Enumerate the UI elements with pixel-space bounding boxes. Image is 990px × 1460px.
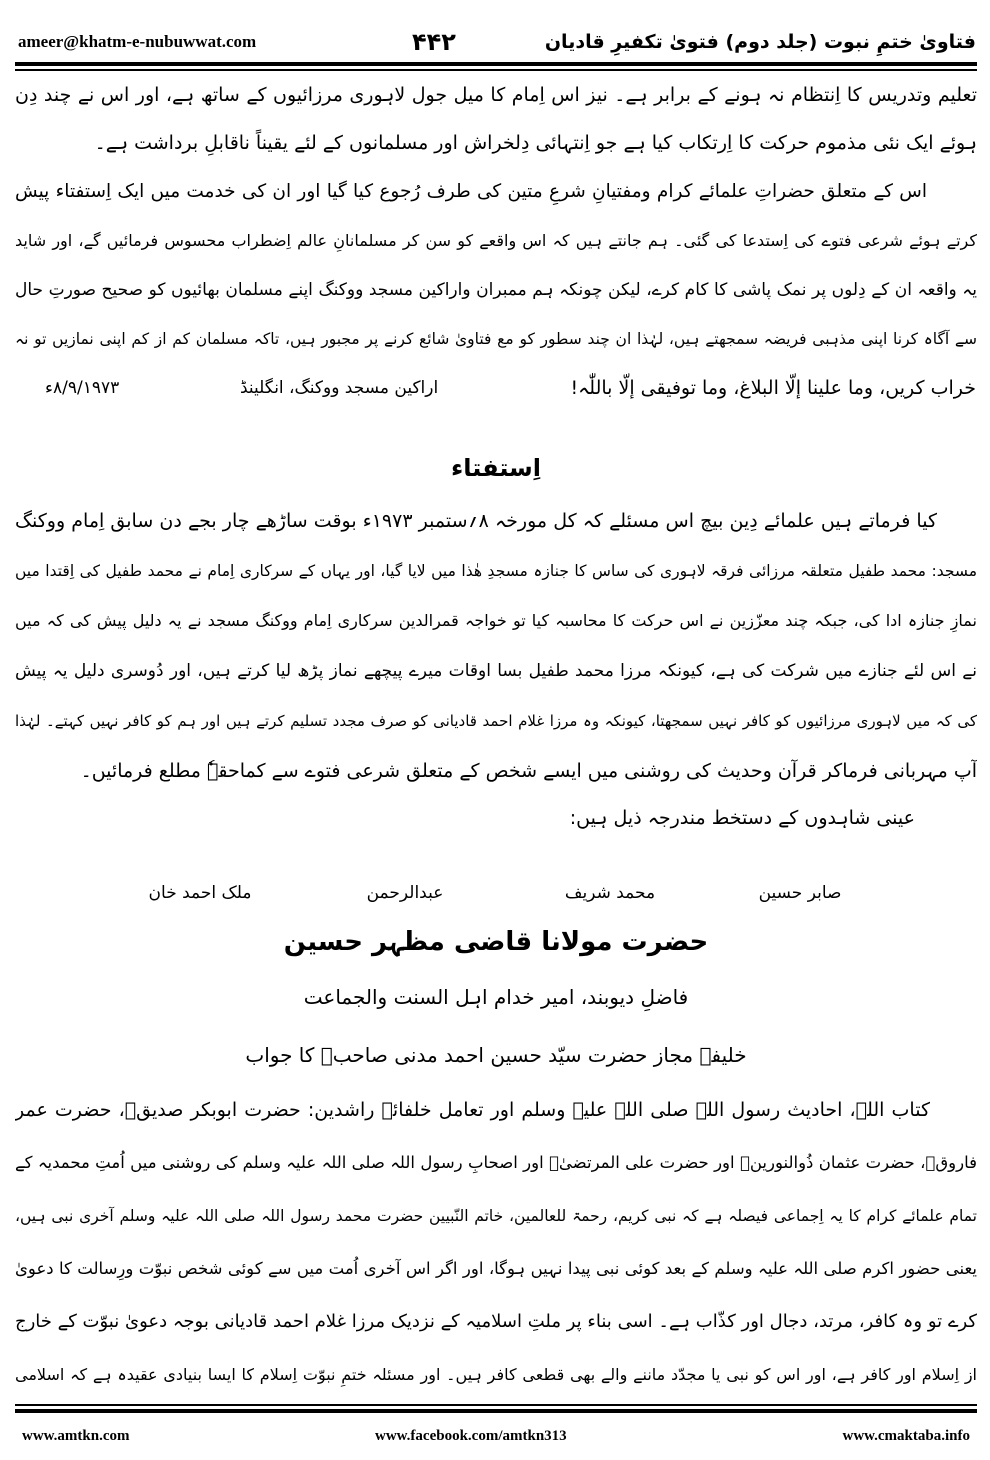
intro-line: ہوئے ایک نئی مذموم حرکت کا اِرتکاب کیا ہے جو اِنتہائی دِلخراش اور مسلمانوں کے لئے یقیناً ناقابلِ برداشت ہے۔ bbox=[94, 132, 977, 154]
footer-rule-thin bbox=[15, 1404, 977, 1406]
answer-line: کرے تو وہ کافر، مرتد، دجال اور کذّاب ہے۔ اسی بناء پر ملتِ اسلامیہ کے نزدیک مرزا غلام احمد قادیانی بوجہ دعویٰ نبوّت کے خارج bbox=[15, 1311, 977, 1332]
answer-author: حضرت مولانا قاضی مظہر حسین bbox=[283, 927, 709, 957]
answer-line: تمام علمائے کرام کا یہ اِجماعی فیصلہ ہے کہ نبی کریم، رحمۃ للعالمین، خاتم النّبیین حضرت محمد رسول اللہ صلی اللہ علیہ وسلم آخری نبی ہیں، bbox=[15, 1207, 977, 1225]
istifta-line: نمازِ جنازہ ادا کی، جبکہ چند معزّزین نے اس حرکت کا محاسبہ کیا تو خواجہ قمرالدین سرکاری اِمام ووکنگ مسجد نے یہ دلیل پیش کی کہ میں bbox=[15, 611, 977, 630]
istifta-line: کی کہ میں لاہوری مرزائیوں کو کافر نہیں سمجھتا، کیونکہ وہ مرزا غلام احمد قادیانی کو صرف مجدد تسلیم کرتے ہیں اور ہم کو کافر نہیں کہتے۔ لہٰذا bbox=[15, 712, 977, 730]
answer-line: کتاب اللہ، احادیث رسول اللہ صلی اللہ علیہ وسلم اور تعامل خلفائے راشدین: حضرت ابوبکر صدیقؓ، حضرت عمر bbox=[15, 1099, 930, 1121]
witness-intro: عینی شاہدوں کے دستخط مندرجہ ذیل ہیں: bbox=[569, 807, 915, 829]
header-rule-thick bbox=[15, 62, 977, 66]
witness-name: عبدالرحمن bbox=[366, 883, 444, 903]
witness-name: صابر حسین bbox=[758, 883, 842, 903]
answer-subtitle-2: خلیفہ مجاز حضرت سیّد حسین احمد مدنی صاحبؒ کا جواب bbox=[245, 1043, 747, 1067]
istifta-line: مسجد: محمد طفیل متعلقہ مرزائی فرقہ لاہوری کی ساس کا جنازہ مسجدِ ھٰذا میں لایا گیا، اور یہاں کے سرکاری اِمام نے محمد طفیل کی اِقتدا میں bbox=[15, 562, 977, 580]
date: ۸/۹/۱۹۷۳ء bbox=[45, 378, 120, 398]
answer-line: یعنی حضور اکرم صلی اللہ علیہ وسلم کے بعد کوئی نبی پیدا نہیں ہوگا، اور اگر اس آخری اُمت میں سے کوئی شخص نبوّت ورِسالت کا دعویٰ bbox=[15, 1259, 977, 1278]
footer-link-amtkn[interactable]: www.amtkn.com bbox=[22, 1428, 130, 1444]
intro-line: یہ واقعہ ان کے دِلوں پر نمک پاشی کا کام کرے، لیکن چونکہ ہم ممبران واراکین مسجد ووکنگ اپنے مسلمان بھائیوں کو صحیح صورتِ حال bbox=[15, 280, 977, 300]
footer-link-cmaktaba[interactable]: www.cmaktaba.info bbox=[842, 1428, 970, 1444]
istifta-heading: اِستفتاء bbox=[451, 454, 541, 482]
intro-line: تعلیم وتدریس کا اِنتظام نہ ہونے کے برابر ہے۔ نیز اس اِمام کا میل جول لاہوری مرزائیوں کے ساتھ ہے، اور اس نے چند دِن bbox=[15, 84, 977, 106]
witness-name: ملک احمد خان bbox=[148, 883, 252, 903]
istifta-line: آپ مہربانی فرماکر قرآن وحدیث کی روشنی میں ایسے شخص کے متعلق شرعی فتوے سے کماحقہٗ مطلع فرمائیں۔ bbox=[80, 760, 977, 782]
intro-line: اس کے متعلق حضراتِ علمائے کرام ومفتیانِ شرعِ متین کی طرف رُجوع کیا گیا اور ان کی خدمت میں ایک اِستفتاء پیش bbox=[15, 181, 927, 202]
istifta-line: نے اس لئے جنازے میں شرکت کی ہے، کیونکہ مرزا محمد طفیل بسا اوقات میرے پیچھے نماز پڑھ لیا کرتے ہیں، اور دُوسری دلیل یہ پیش bbox=[15, 661, 977, 681]
answer-line: از اِسلام اور کافر ہے، اور اس کو نبی یا مجدّد ماننے والے بھی قطعی کافر ہیں۔ اور مسئلہ ختمِ نبوّت اِسلام کا ایسا بنیادی عقیدہ ہے کہ اسلامی bbox=[15, 1365, 977, 1384]
page-number: ۴۴۲ bbox=[412, 28, 456, 56]
footer-link-facebook[interactable]: www.facebook.com/amtkn313 bbox=[375, 1428, 567, 1444]
intro-line: کرتے ہوئے شرعی فتوے کی اِستدعا کی گئی۔ ہم جانتے ہیں کہ اس واقعے کو سن کر مسلمانانِ عالم اِضطراب محسوس فرمائیں گے، اور شاید bbox=[15, 231, 977, 250]
signatory: اراکین مسجد ووکنگ، انگلینڈ bbox=[240, 378, 439, 398]
answer-subtitle-1: فاضلِ دیوبند، امیر خدام اہل السنت والجماعت bbox=[303, 985, 689, 1009]
closing-invocation: خراب کریں، وما علینا إلّا البلاغ، وما توفیقی إلّا باللّٰہ! bbox=[570, 377, 976, 399]
istifta-line: کیا فرماتے ہیں علمائے دِین بیچ اس مسئلے کہ کل مورخہ ۸؍ستمبر ۱۹۷۳ء بوقت ساڑھے چار بجے دن سابق اِمام ووکنگ bbox=[15, 510, 937, 532]
footer-rule-thick bbox=[15, 1409, 977, 1413]
witness-list bbox=[0, 868, 990, 918]
witness-name: محمد شریف bbox=[564, 883, 656, 903]
answer-line: فاروقؓ، حضرت عثمان ذُوالنورینؓ اور حضرت علی المرتضیٰؓ اور اصحابِ رسول اللہ صلی اللہ علیہ وسلم کی روشنی میں اُمتِ محمدیہ کے bbox=[15, 1153, 977, 1172]
book-title: فتاویٰ ختمِ نبوت (جلد دوم) فتویٰ تکفیرِ قادیان bbox=[544, 31, 976, 53]
intro-line: سے آگاہ کرنا اپنی مذہبی فریضہ سمجھتے ہیں، لہٰذا ان چند سطور کو مع فتاویٰ شائع کرنے پر مجبور ہیں، تاکہ مسلمان کم از کم اپنی نمازیں تو نہ bbox=[15, 330, 977, 348]
intro-closing-row bbox=[0, 363, 990, 413]
header-email: ameer@khatm-e-nubuwwat.com bbox=[18, 32, 257, 51]
